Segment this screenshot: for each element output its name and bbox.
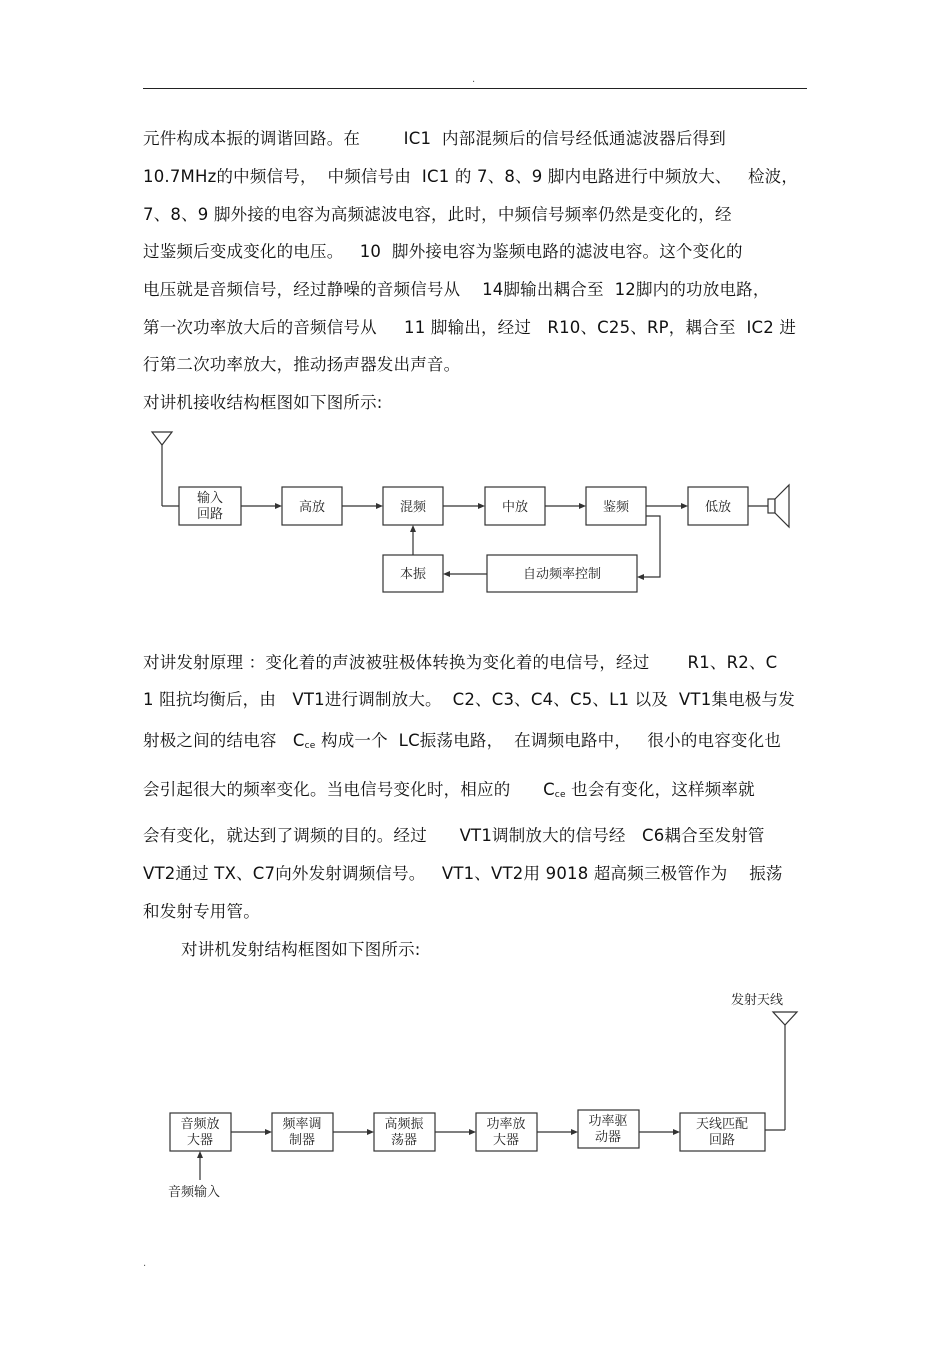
para2-line-4a: 会引起很大的频率变化。当电信号变化时，相应的 C bbox=[143, 780, 555, 799]
cce-subscript: ce bbox=[554, 790, 566, 800]
para2-line-7: 和发射专用管。 bbox=[143, 902, 260, 921]
receive-caption: 对讲机接收结构框图如下图所示: bbox=[143, 393, 383, 412]
audio-input-label: 音频输入 bbox=[168, 1185, 221, 1200]
para1-line-2: 10.7MHz的中频信号， 中频信号由 IC1 的 7、8、9 脚内电路进行中频放大、 检波， bbox=[143, 167, 799, 186]
transmit-antenna-icon bbox=[765, 1012, 797, 1130]
svg-text:天线匹配: 天线匹配 bbox=[695, 1117, 749, 1132]
para2-line-4b: 也会有变化，这样频率就 bbox=[565, 780, 755, 799]
svg-text:中放: 中放 bbox=[501, 500, 529, 515]
audio-amp-block bbox=[170, 1113, 231, 1151]
svg-text:大器: 大器 bbox=[186, 1133, 214, 1148]
svg-text:混频: 混频 bbox=[399, 500, 427, 515]
para1-line-3: 7、8、9 脚外接的电容为高频滤波电容，此时，中频信号频率仍然是变化的，经 bbox=[143, 205, 732, 224]
power-driver-block bbox=[578, 1110, 639, 1148]
para2-line-5: 会有变化，就达到了调频的目的。经过 VT1调制放大的信号经 C6耦合至发射管 bbox=[143, 826, 765, 845]
svg-text:大器: 大器 bbox=[492, 1133, 520, 1148]
transmit-caption: 对讲机发射结构框图如下图所示: bbox=[181, 940, 421, 959]
footer-mark: . bbox=[143, 1258, 147, 1269]
svg-text:回路: 回路 bbox=[196, 507, 224, 522]
para2-line-1: 对讲发射原理 ：变化着的声波被驻极体转换为变化着的电信号，经过 R1、R2、C bbox=[143, 653, 778, 672]
svg-text:功率放: 功率放 bbox=[486, 1117, 526, 1132]
svg-text:本振: 本振 bbox=[399, 567, 427, 582]
para1-line-5: 电压就是音频信号，经过静噪的音频信号从 14脚输出耦合至 12脚内的功放电路， bbox=[143, 280, 770, 299]
hf-oscillator-block bbox=[374, 1113, 435, 1151]
para2-line-2: 1 阻抗均衡后，由 VT1进行调制放大。 C2、C3、C4、C5、L1 以及 VT1集电极与发 bbox=[143, 690, 795, 709]
para1-line-4: 过鉴频后变成变化的电压。 10 脚外接电容为鉴频电路的滤波电容。这个变化的 bbox=[143, 242, 743, 261]
svg-text:功率驱: 功率驱 bbox=[588, 1114, 628, 1129]
para1-line-7: 行第二次功率放大，推动扬声器发出声音。 bbox=[143, 355, 461, 374]
freq-modulator-block bbox=[272, 1113, 333, 1151]
para1-line-1: 元件构成本振的调谐回路。在 IC1 内部混频后的信号经低通滤波器后得到 bbox=[143, 129, 726, 148]
svg-text:低放: 低放 bbox=[704, 500, 732, 515]
para2-line-3b: 构成一个 LC振荡电路， 在调频电路中， 很小的电容变化也 bbox=[315, 731, 782, 750]
svg-text:回路: 回路 bbox=[708, 1133, 736, 1148]
svg-text:动器: 动器 bbox=[594, 1130, 622, 1145]
svg-text:音频放: 音频放 bbox=[180, 1117, 220, 1132]
svg-text:鉴频: 鉴频 bbox=[602, 500, 630, 515]
svg-text:高频振: 高频振 bbox=[384, 1117, 424, 1132]
antenna-matching-block bbox=[680, 1113, 765, 1151]
header-mark: . bbox=[472, 74, 476, 85]
svg-text:自动频率控制: 自动频率控制 bbox=[522, 567, 602, 582]
svg-text:荡器: 荡器 bbox=[390, 1133, 418, 1148]
power-amp-block bbox=[476, 1113, 537, 1151]
para1-line-6: 第一次功率放大后的音频信号从 11 脚输出，经过 R10、C25、RP，耦合至 IC2 进 bbox=[143, 318, 797, 337]
svg-text:制器: 制器 bbox=[288, 1133, 316, 1148]
para2-line-6: VT2通过 TX、C7向外发射调频信号。 VT1、VT2用 9018 超高频三极管作为 振荡 bbox=[143, 864, 783, 883]
svg-text:频率调: 频率调 bbox=[282, 1117, 322, 1132]
para2-line-3a: 射极之间的结电容 C bbox=[143, 731, 305, 750]
svg-text:高放: 高放 bbox=[298, 500, 326, 515]
svg-text:输入: 输入 bbox=[196, 491, 224, 506]
antenna-label: 发射天线 bbox=[731, 993, 784, 1008]
cce-subscript: ce bbox=[304, 741, 316, 751]
